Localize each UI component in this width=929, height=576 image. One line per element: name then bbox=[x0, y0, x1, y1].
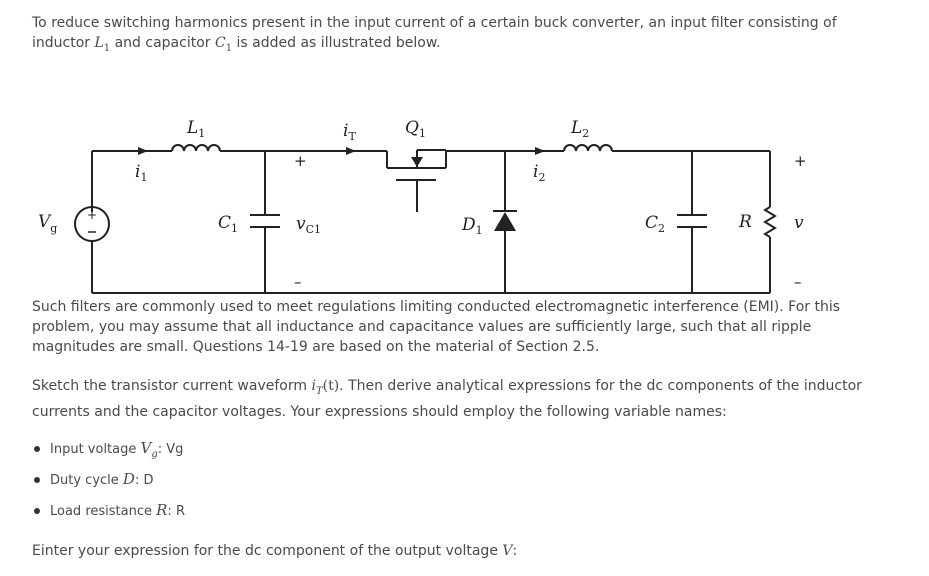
var-name-vg: Vg bbox=[166, 442, 184, 457]
list-item-r: Load resistance R: R bbox=[32, 500, 185, 531]
source-plus: + bbox=[86, 208, 98, 222]
symbol-L1: $L_1$ bbox=[94, 35, 111, 54]
symbol-D: D bbox=[122, 470, 135, 488]
resistor-R bbox=[765, 207, 775, 237]
label-i1: $i_1$ bbox=[135, 162, 148, 184]
label-R: R bbox=[739, 212, 752, 232]
arrow-i2 bbox=[535, 147, 545, 155]
task-text-1: Sketch the transistor current waveform bbox=[32, 378, 312, 394]
arrow-i1 bbox=[138, 147, 148, 155]
prompt-text: Einter your expression for the dc component of the output voltage bbox=[32, 543, 503, 559]
label-i2: $i_2$ bbox=[533, 162, 546, 184]
symbol-C1: $C_1$ bbox=[215, 35, 233, 54]
var-name-r: R bbox=[175, 504, 185, 519]
v-plus: + bbox=[794, 152, 807, 170]
label-D1: $D_1$ bbox=[462, 215, 483, 237]
arrow-iT bbox=[346, 147, 356, 155]
mosfet-arrow bbox=[411, 157, 423, 167]
symbol-V: V bbox=[502, 543, 513, 559]
v-minus: – bbox=[794, 273, 802, 291]
vc1-plus: + bbox=[294, 152, 307, 170]
answer-prompt: Einter your expression for the dc component of the output voltage V: bbox=[32, 543, 518, 559]
list-item-d: Duty cycle D: D bbox=[32, 469, 185, 500]
inductor-L1 bbox=[172, 145, 220, 151]
diode-triangle bbox=[494, 212, 516, 231]
symbol-iT-t: $i_T(t)$ bbox=[311, 378, 340, 397]
intro-text-1: To reduce switching harmonics present in the input current of a certain buck converter, an input filter consisting of inductor bbox=[32, 15, 837, 51]
label-v: v bbox=[794, 213, 804, 233]
symbol-Vg: $V_g$ bbox=[140, 439, 158, 460]
label-Vg: $V_g$ bbox=[38, 212, 58, 235]
label-L2: $L_2$ bbox=[571, 118, 590, 140]
label-C1: $C_1$ bbox=[218, 213, 239, 235]
intro-text-3: is added as illustrated below. bbox=[232, 35, 441, 51]
intro-text-2: and capacitor bbox=[110, 35, 215, 51]
emi-paragraph: Such filters are commonly used to meet regulations limiting conducted electromagnetic interference (EMI). For this problem, you may assume that all inductance and capacitance values are sufficiently large, such that all ripple magnitudes are small. Questions 14-19 are based on the material of Section 2.5. bbox=[32, 299, 841, 355]
variable-list bbox=[32, 438, 185, 531]
symbol-R: R bbox=[156, 501, 168, 519]
var-name-d: D bbox=[143, 473, 154, 488]
label-vC1: $v_{C1}$ bbox=[296, 214, 322, 236]
intro-paragraph bbox=[32, 13, 882, 59]
label-iT: $i_T$ bbox=[343, 121, 356, 143]
list-item-vg: Input voltage $V_g$: Vg bbox=[32, 438, 185, 469]
inductor-L2 bbox=[564, 145, 612, 151]
task-text-2: . Then derive analytical expressions for the dc components of the inductor currents and the capacitor voltages. Your expressions should employ the following variable names: bbox=[32, 378, 862, 420]
task-paragraph bbox=[32, 376, 882, 422]
circuit-diagram bbox=[0, 100, 929, 300]
label-C2: $C_2$ bbox=[645, 213, 666, 235]
vc1-minus: – bbox=[294, 273, 302, 291]
label-Q1: $Q_1$ bbox=[405, 118, 426, 140]
label-L1: $L_1$ bbox=[187, 118, 206, 140]
